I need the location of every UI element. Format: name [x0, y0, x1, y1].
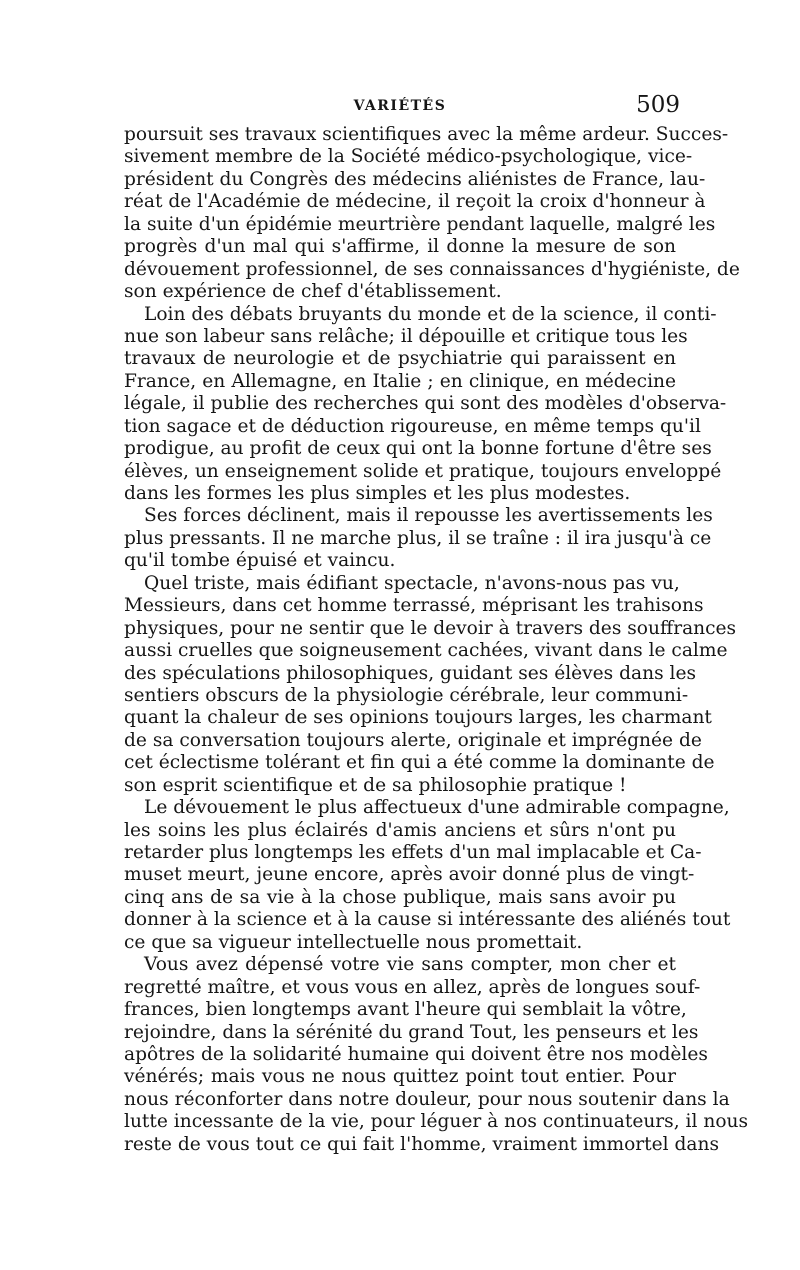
text-line: de sa conversation toujours alerte, originale et imprégnée de [124, 729, 702, 751]
paragraph [124, 505, 713, 572]
paragraph [124, 303, 727, 506]
text-line: sivement membre de la Société médico-psychologique, vice- [124, 146, 693, 168]
running-head [124, 92, 680, 124]
text-line: progrès d'un mal qui s'affirme, il donne la mesure de son [124, 236, 676, 258]
text-line: regretté maître, et vous vous en allez, après de longues souf- [124, 976, 701, 998]
text-line: France, en Allemagne, en Italie ; en clinique, en médecine [124, 370, 676, 392]
paragraph [124, 572, 737, 797]
text-line: Quel triste, mais édifiant spectacle, n'avons-nous pas vu, [144, 572, 680, 594]
paragraph [124, 954, 749, 1156]
text-line: prodigue, au profit de ceux qui ont la bonne fortune d'être ses [124, 438, 712, 460]
text-line: frances, bien longtemps avant l'heure qui semblait la vôtre, [124, 999, 687, 1021]
text-line: Loin des débats bruyants du monde et de la science, il conti- [144, 303, 717, 325]
paragraph [124, 124, 740, 304]
text-line: la suite d'un épidémie meurtrière pendant laquelle, malgré les [124, 213, 716, 235]
text-line: des spéculations philosophiques, guidant ses élèves dans les [124, 662, 697, 684]
text-line: réat de l'Académie de médecine, il reçoit la croix d'honneur à [124, 191, 706, 213]
text-line: Ses forces déclinent, mais il repousse les avertissements les [144, 505, 713, 527]
paragraph [124, 797, 731, 954]
text-line: travaux de neurologie et de psychiatrie qui paraissent en [124, 348, 676, 370]
text-line: rejoindre, dans la sérénité du grand Tout, les penseurs et les [124, 1021, 699, 1043]
text-line: nue son labeur sans relâche; il dépouille et critique tous les [124, 325, 688, 347]
text-line: les soins les plus éclairés d'amis anciens et sûrs n'ont pu [124, 819, 676, 841]
text-line: légale, il publie des recherches qui sont des modèles d'observa- [124, 393, 727, 415]
text-line: sentiers obscurs de la physiologie cérébrale, leur communi- [124, 684, 689, 706]
text-line: qu'il tombe épuisé et vaincu. [124, 550, 396, 572]
running-title: VARIÉTÉS [353, 98, 447, 114]
text-line: président du Congrès des médecins aliénistes de France, lau- [124, 168, 706, 190]
text-line: ce que sa vigueur intellectuelle nous promettait. [124, 931, 583, 953]
text-line: physiques, pour ne sentir que le devoir à travers des souffrances [124, 617, 737, 639]
text-line: nous réconforter dans notre douleur, pour nous soutenir dans la [124, 1088, 730, 1110]
text-line: quant la chaleur de ses opinions toujours larges, les charmant [124, 707, 712, 729]
text-line: Le dévouement le plus affectueux d'une admirable compagne, [144, 797, 730, 819]
page-number: 509 [636, 92, 680, 118]
text-line: tion sagace et de déduction rigoureuse, en même temps qu'il [124, 415, 701, 437]
text-line: donner à la science et à la cause si intéressante des aliénés tout [124, 909, 731, 931]
text-line: poursuit ses travaux scientifiques avec la même ardeur. Succes- [124, 124, 729, 145]
text-line: dans les formes les plus simples et les plus modestes. [124, 483, 631, 504]
text-line: son esprit scientifique et de sa philosophie pratique ! [124, 774, 627, 796]
text-line: Vous avez dépensé votre vie sans compter, mon cher et [144, 954, 676, 976]
body-text [124, 124, 749, 1156]
text-line: muset meurt, jeune encore, après avoir donné plus de vingt- [124, 864, 695, 886]
text-line: plus pressants. Il ne marche plus, il se traîne : il ira jusqu'à ce [124, 527, 712, 549]
text-line: Messieurs, dans cet homme terrassé, méprisant les trahisons [124, 595, 704, 617]
text-line: son expérience de chef d'établissement. [124, 281, 502, 303]
text-line: élèves, un enseignement solide et pratique, toujours enveloppé [124, 460, 722, 482]
text-line: lutte incessante de la vie, pour léguer à nos continuateurs, il nous [124, 1111, 749, 1133]
text-line: vénérés; mais vous ne nous quittez point tout entier. Pour [124, 1066, 676, 1088]
text-line: apôtres de la solidarité humaine qui doivent être nos modèles [124, 1043, 708, 1065]
text-line: reste de vous tout ce qui fait l'homme, vraiment immortel dans [124, 1133, 720, 1155]
text-line: aussi cruelles que soigneusement cachées, vivant dans le calme [124, 640, 728, 662]
text-line: cinq ans de sa vie à la chose publique, mais sans avoir pu [124, 886, 676, 908]
text-line: cet éclectisme tolérant et fin qui a été comme la dominante de [124, 752, 715, 774]
text-line: retarder plus longtemps les effets d'un mal implacable et Ca- [124, 842, 702, 863]
text-line: dévouement professionnel, de ses connaissances d'hygiéniste, de [124, 258, 740, 280]
